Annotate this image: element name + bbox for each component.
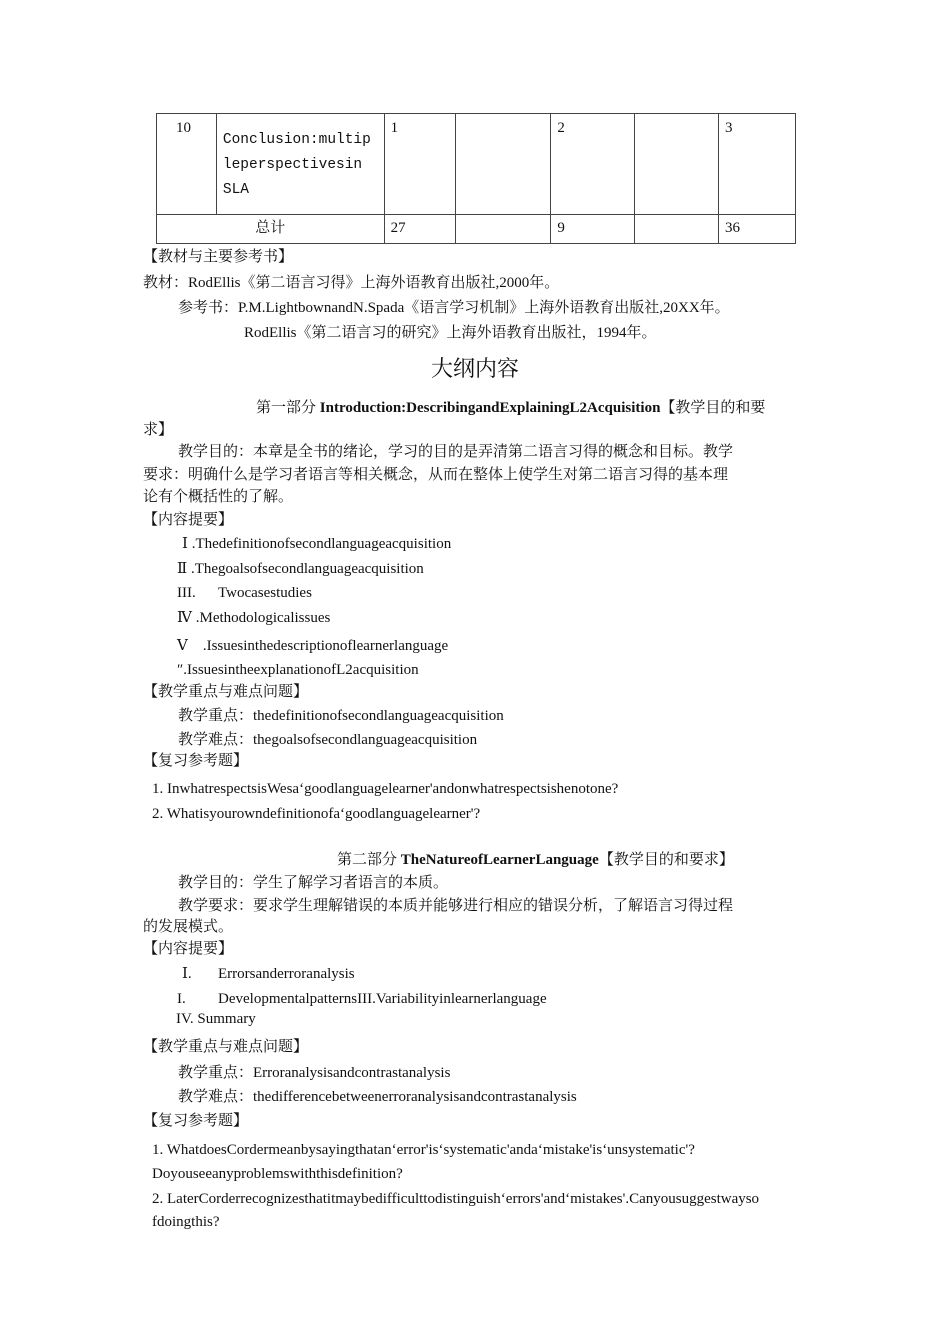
part1-summary-heading: 【内容提要】 bbox=[143, 512, 234, 528]
part1-goal-line: 教学目的：本章是全书的绪论，学习的目的是弄清第二语言习得的概念和目标。教学 bbox=[178, 444, 734, 460]
total-1: 27 bbox=[384, 215, 455, 244]
item-num: ″ bbox=[177, 662, 184, 678]
list-item bbox=[177, 559, 424, 579]
part2-goal-line: 的发展模式。 bbox=[143, 919, 234, 935]
table-row bbox=[157, 114, 796, 215]
item-num: III. bbox=[177, 585, 196, 601]
item-num: Ⅱ bbox=[177, 561, 188, 577]
review-question: 1. WhatdoesCordermeanbysayingthatan‘error'is‘systematic'anda‘mistake'is‘unsystematic'? bbox=[152, 1142, 695, 1158]
item-text: .Thegoalsofsecondlanguageacquisition bbox=[190, 561, 424, 577]
item-num: Ⅳ bbox=[177, 610, 192, 626]
list-item bbox=[177, 636, 448, 656]
part2-review-heading: 【复习参考题】 bbox=[143, 1113, 249, 1129]
cell-hours-3: 2 bbox=[551, 114, 635, 215]
list-item bbox=[177, 989, 547, 1009]
cell-hours-2 bbox=[455, 114, 551, 215]
total-3: 9 bbox=[551, 215, 635, 244]
review-question: fdoingthis? bbox=[152, 1214, 220, 1230]
part2-summary-heading: 【内容提要】 bbox=[143, 941, 234, 957]
item-text: DevelopmentalpatternsIII.Variabilityinlearnerlanguage bbox=[218, 991, 547, 1007]
total-2 bbox=[455, 215, 551, 244]
part1-suffix: 【教学目的和要 bbox=[660, 400, 766, 416]
cell-topic: Conclusion:multipleperspectivesin SLA bbox=[216, 114, 384, 215]
review-question: 2. Whatisyourowndefinitionofa‘goodlanguagelearner'? bbox=[152, 806, 481, 822]
part1-prefix: 第一部分 bbox=[256, 400, 320, 416]
list-item bbox=[176, 1009, 256, 1029]
part2-title: TheNatureofLearnerLanguage bbox=[400, 852, 599, 868]
part1-title: Introduction:DescribingandExplainingL2Acquisition bbox=[319, 400, 661, 416]
part2-key-point: 教学重点：Erroranalysisandcontrastanalysis bbox=[178, 1065, 451, 1081]
part2-difficult-point: 教学难点：thedifferencebetweenerroranalysisandcontrastanalysis bbox=[178, 1089, 577, 1105]
part1-goal-line: 论有个概括性的了解。 bbox=[143, 489, 294, 505]
list-item bbox=[177, 583, 312, 603]
part2-heading bbox=[337, 850, 734, 870]
cell-no: 10 bbox=[157, 114, 217, 215]
cell-hours-5: 3 bbox=[719, 114, 796, 215]
cell-hours-1: 1 bbox=[384, 114, 455, 215]
part1-heading bbox=[256, 398, 765, 418]
refs-heading: 【教材与主要参考书】 bbox=[143, 249, 294, 265]
item-num: I. bbox=[177, 991, 186, 1007]
part1-difficult-point: 教学难点：thegoalsofsecondlanguageacquisition bbox=[178, 732, 478, 748]
item-text: Errorsanderroranalysis bbox=[218, 966, 355, 982]
review-question: 2. LaterCorderrecognizesthatitmaybedifficulttodistinguish‘errors'and‘mistakes'.Canyousuggestwayso bbox=[152, 1191, 760, 1207]
total-4 bbox=[635, 215, 719, 244]
part1-key-point: 教学重点：thedefinitionofsecondlanguageacquisition bbox=[178, 708, 504, 724]
item-text: .Thedefinitionofsecondlanguageacquisition bbox=[191, 536, 452, 552]
part2-key-heading: 【教学重点与难点问题】 bbox=[143, 1039, 309, 1055]
item-text: Summary bbox=[197, 1011, 256, 1027]
part2-prefix: 第二部分 bbox=[337, 852, 401, 868]
list-item bbox=[182, 964, 355, 984]
textbook: 教材：RodEllis《第二语言习得》上海外语教育出版社,2000年。 bbox=[143, 275, 560, 291]
reference-2: RodEllis《第二语言习的研究》上海外语教育出版社，1994年。 bbox=[244, 325, 657, 341]
item-num: Ⅴ bbox=[177, 638, 188, 654]
item-text: .Issuesinthedescriptionoflearnerlanguage bbox=[202, 638, 449, 654]
part2-goal-line: 教学目的：学生了解学习者语言的本质。 bbox=[178, 875, 449, 891]
part2-suffix: 【教学目的和要求】 bbox=[598, 852, 734, 868]
item-num: Ⅰ bbox=[182, 536, 188, 552]
part1-goal-line: 要求：明确什么是学习者语言等相关概念，从而在整体上使学生对第二语言习得的基本理 bbox=[143, 467, 729, 483]
outline-title: 大纲内容 bbox=[430, 356, 519, 381]
item-text: .IssuesintheexplanationofL2acquisition bbox=[183, 662, 419, 678]
total-5: 36 bbox=[719, 215, 796, 244]
part1-key-heading: 【教学重点与难点问题】 bbox=[143, 684, 309, 700]
reference-1: 参考书：P.M.LightbownandN.Spada《语言学习机制》上海外语教育出版社,20XX年。 bbox=[178, 300, 730, 316]
part1-suffix2: 求】 bbox=[143, 422, 174, 438]
item-text: Twocasestudies bbox=[218, 585, 312, 601]
item-num: Ⅰ. bbox=[182, 966, 192, 982]
part1-review-heading: 【复习参考题】 bbox=[143, 753, 249, 769]
total-label: 总计 bbox=[157, 215, 385, 244]
table-total-row bbox=[157, 215, 796, 244]
item-num: IV. bbox=[176, 1011, 194, 1027]
item-text: .Methodologicalissues bbox=[195, 610, 331, 626]
list-item bbox=[177, 660, 419, 680]
list-item bbox=[182, 534, 451, 554]
cell-hours-4 bbox=[635, 114, 719, 215]
review-question: Doyouseeanyproblemswiththisdefinition? bbox=[152, 1166, 403, 1182]
review-question: 1. InwhatrespectsisWesa‘goodlanguagelearner'andonwhatrespectsishenotone? bbox=[152, 781, 619, 797]
hours-table bbox=[156, 113, 796, 244]
list-item bbox=[177, 608, 330, 628]
part2-goal-line: 教学要求：要求学生理解错误的本质并能够进行相应的错误分析，了解语言习得过程 bbox=[178, 898, 734, 914]
